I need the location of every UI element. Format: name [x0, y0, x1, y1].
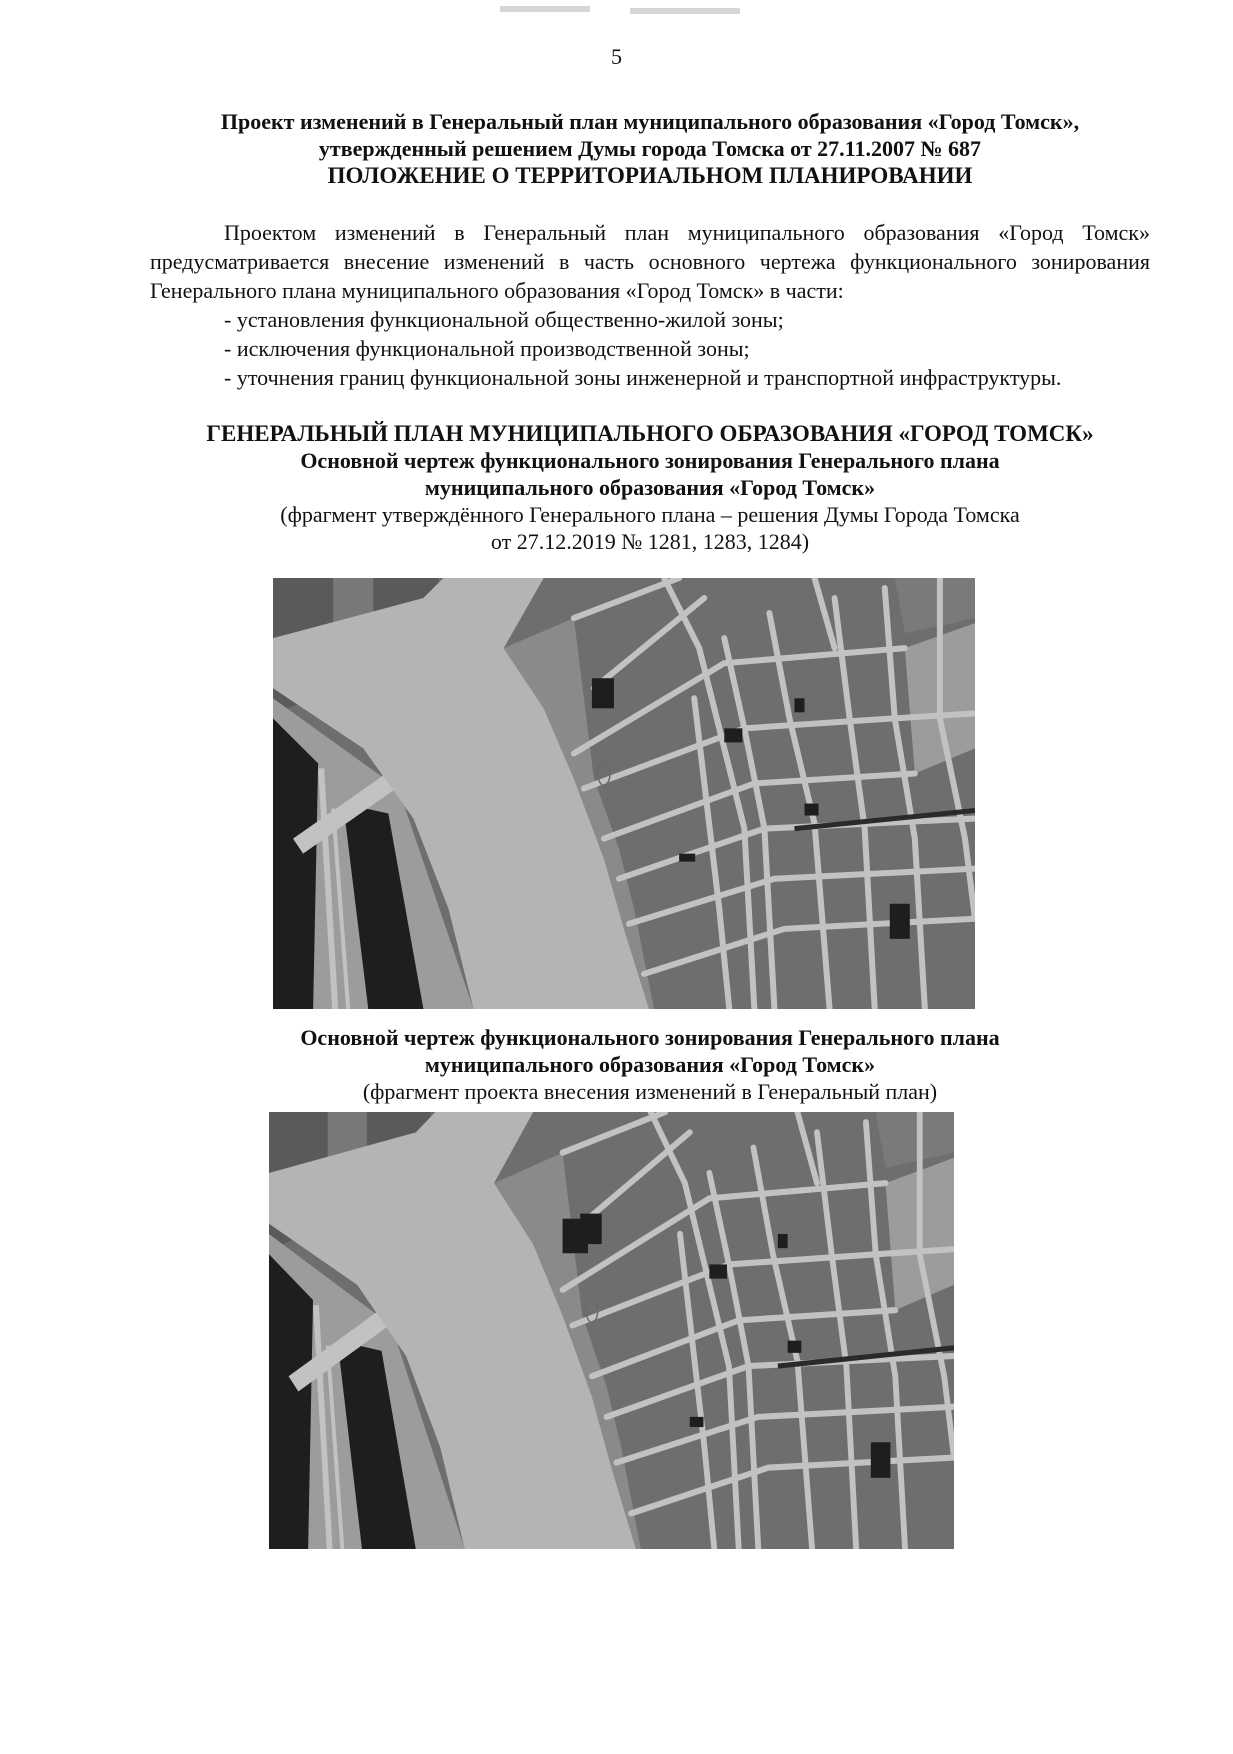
plan-note-line-2: от 27.12.2019 № 1281, 1283, 1284): [490, 529, 810, 554]
map-dark-parcel: [871, 1442, 891, 1478]
proposed-subtitle-line-1: Основной чертеж функционального зонирования Генерального плана: [300, 1025, 1000, 1050]
intro-list: [150, 305, 1150, 392]
proposed-subtitle-line-2: муниципального образования «Город Томск»: [424, 1052, 876, 1077]
page-number: 5: [611, 44, 622, 69]
map-dark-zone-left: [269, 1254, 313, 1549]
header-line-3: ПОЛОЖЕНИЕ О ТЕРРИТОРИАЛЬНОМ ПЛАНИРОВАНИИ: [327, 163, 973, 188]
map-dark-parcel: [690, 1417, 704, 1427]
map-dark-parcel: [778, 1234, 788, 1248]
approved-zoning-map: [273, 578, 975, 1009]
plan-subtitle-line-2: муниципального образования «Город Томск»: [424, 475, 876, 500]
map-dark-parcel: [724, 728, 742, 742]
map-dark-zone-left: [273, 718, 318, 1009]
approved-plan-heading: [150, 420, 1150, 555]
list-item: - уточнения границ функциональной зоны инженерной и транспортной инфраструктуры.: [224, 365, 1062, 390]
map-dark-parcel-changed: [563, 1219, 588, 1254]
list-item: - исключения функциональной производственной зоны;: [224, 336, 750, 361]
intro-paragraph: Проектом изменений в Генеральный план муниципального образования «Город Томск» предусматривается внесение изменений в часть основного чертежа функционального зонирования Генерального плана муниципального образования «Город Томск» в части:: [150, 220, 1150, 303]
map-dark-parcel: [890, 904, 910, 939]
plan-note-line-1: (фрагмент утверждённого Генерального плана – решения Думы Города Томска: [280, 502, 1020, 527]
header-line-1: Проект изменений в Генеральный план муниципального образования «Город Томск»,: [220, 109, 1080, 134]
map-dark-parcel: [679, 854, 695, 862]
proposed-plan-heading: [150, 1024, 1150, 1105]
intro-text: [150, 218, 1150, 392]
map-dark-parcel: [709, 1264, 727, 1278]
header-line-2: утвержденный решением Думы города Томска от 27.11.2007 № 687: [318, 136, 982, 161]
map-dark-parcel: [592, 678, 614, 708]
plan-subtitle-line-1: Основной чертеж функционального зонирования Генерального плана: [300, 448, 1000, 473]
document-header: [150, 108, 1150, 189]
map-dark-parcel: [794, 698, 804, 712]
scan-artifact: [500, 6, 590, 12]
proposed-note: (фрагмент проекта внесения изменений в Генеральный план): [362, 1079, 938, 1104]
proposed-zoning-map: [269, 1112, 954, 1549]
list-item: - установления функциональной общественно-жилой зоны;: [224, 307, 784, 332]
scan-artifact: [630, 8, 740, 14]
map-dark-parcel: [805, 804, 819, 816]
plan-title: ГЕНЕРАЛЬНЫЙ ПЛАН МУНИЦИПАЛЬНОГО ОБРАЗОВАНИЯ «ГОРОД ТОМСК»: [206, 421, 1094, 446]
map-dark-parcel: [788, 1341, 802, 1353]
